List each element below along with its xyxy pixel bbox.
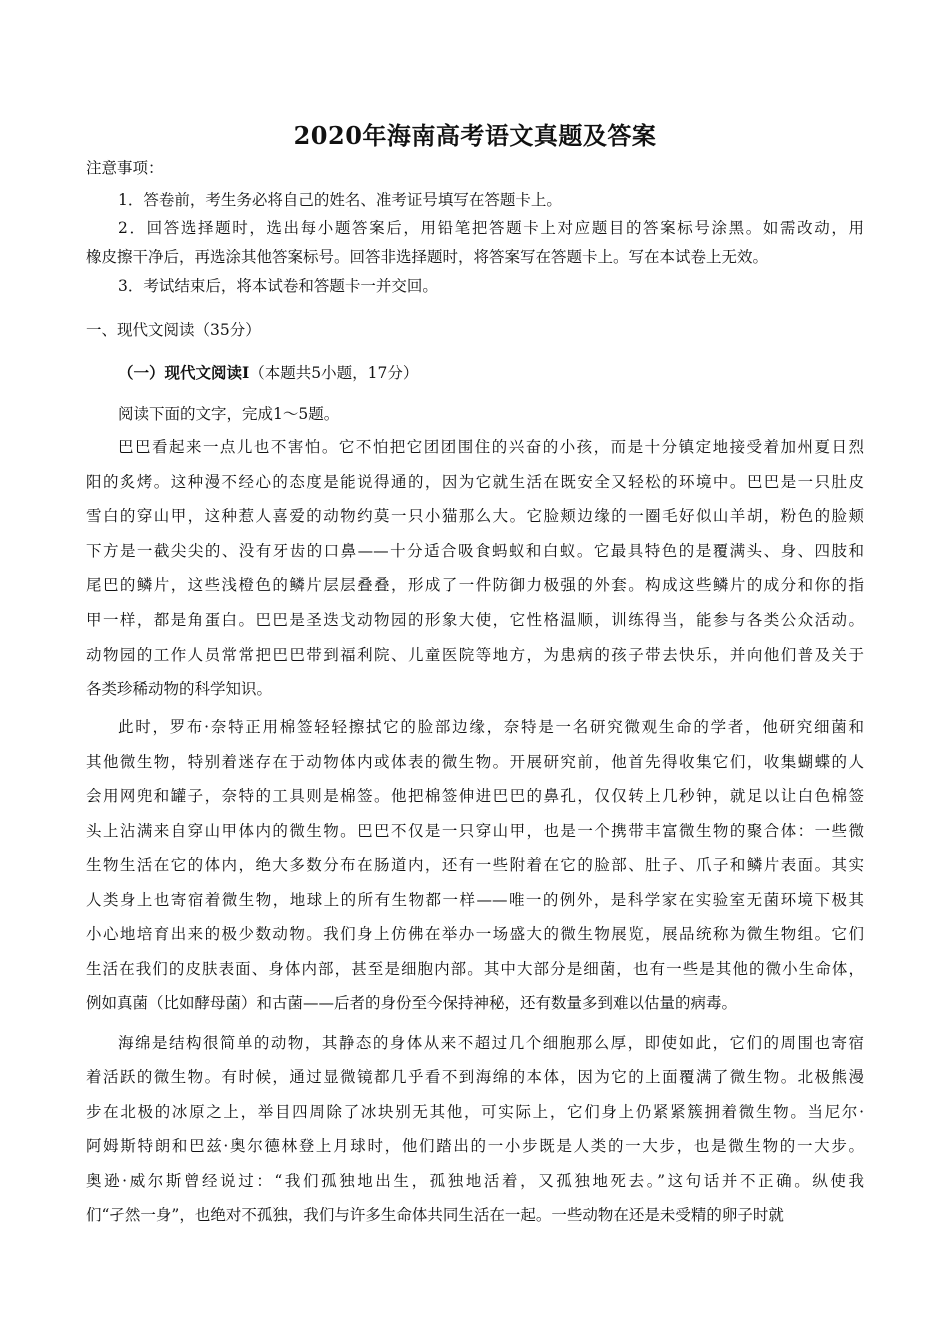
para3-line-1: 海绵是结构很简单的动物，其静态的身体从来不超过几个细胞那么厚，即使如此，它们的周围也寄宿 bbox=[118, 1034, 864, 1052]
notice-item-1: 1．答卷前，考生务必将自己的姓名、准考证号填写在答题卡上。 bbox=[118, 191, 562, 209]
para2-line-2: 其他微生物，特别着迷存在于动物体内或体表的微生物。开展研究前，他首先得收集它们，收集蝴蝶的人 bbox=[86, 752, 864, 771]
para1-line-5: 尾巴的鳞片，这些浅橙色的鳞片层层叠叠，形成了一件防御力极强的外套。构成这些鳞片的成分和你的指 bbox=[86, 576, 864, 595]
notice-item-2-line-2: 橡皮擦干净后，再选涂其他答案标号。回答非选择题时，将答案写在答题卡上。写在本试卷上无效。 bbox=[86, 248, 769, 266]
para2-line-7: 小心地培育出来的极少数动物。我们身上仿佛在举办一场盛大的微生物展览，展品统称为微生物组。它们 bbox=[86, 925, 864, 943]
subsection-heading bbox=[118, 363, 864, 383]
para2-line-3: 会用网兜和罐子，奈特的工具则是棉签。他把棉签伸进巴巴的鼻孔，仅仅转上几秒钟，就足以让白色棉签 bbox=[86, 787, 864, 805]
page-title: 2020年海南高考语文真题及答案 bbox=[293, 121, 657, 150]
para1-line-4: 下方是一截尖尖的、没有牙齿的口鼻——十分适合吸食蚂蚁和白蚁。它最具特色的是覆满头、身、四肢和 bbox=[86, 541, 864, 560]
para1-line-3: 雪白的穿山甲，这种惹人喜爱的动物约莫一只小猫那么大。它脸颊边缘的一圈毛好似山羊胡，粉色的脸颊 bbox=[86, 507, 864, 526]
para3-line-3: 步在北极的冰原之上，举目四周除了冰块别无其他，可实际上，它们身上仍紧紧簇拥着微生物。当尼尔· bbox=[86, 1102, 864, 1121]
para2-line-5: 生物生活在它的体内，绝大多数分布在肠道内，还有一些附着在它的脸部、肚子、爪子和鳞片表面。其实 bbox=[86, 856, 864, 874]
notice-heading: 注意事项： bbox=[86, 159, 164, 177]
para1-line-8: 各类珍稀动物的科学知识。 bbox=[86, 680, 273, 699]
para3-line-5: 奥逊·威尔斯曾经说过：“我们孤独地出生，孤独地活着，又孤独地死去。”这句话并不正确。纵使我 bbox=[86, 1171, 864, 1190]
para1-line-2: 阳的炙烤。这种漫不经心的态度是能说得通的，因为它就生活在既安全又轻松的环境中。巴巴是一只肚皮 bbox=[86, 472, 864, 491]
para2-line-4: 头上沾满来自穿山甲体内的微生物。巴巴不仅是一只穿山甲，也是一个携带丰富微生物的聚合体：一些微 bbox=[86, 821, 864, 840]
para2-line-8: 生活在我们的皮肤表面、身体内部，甚至是细胞内部。其中大部分是细菌，也有一些是其他的微小生命体， bbox=[86, 959, 864, 978]
para2-line-1: 此时，罗布·奈特正用棉签轻轻擦拭它的脸部边缘，奈特是一名研究微观生命的学者，他研究细菌和 bbox=[118, 718, 864, 736]
para2-line-6: 人类身上也寄宿着微生物，地球上的所有生物都一样——唯一的例外，是科学家在实验室无菌环境下极其 bbox=[86, 890, 864, 909]
para1-line-7: 动物园的工作人员常常把巴巴带到福利院、儿童医院等地方，为患病的孩子带去快乐，并向他们普及关于 bbox=[86, 645, 864, 664]
notice-item-2-line-1: 2．回答选择题时，选出每小题答案后，用铅笔把答题卡上对应题目的答案标号涂黑。如需改动，用 bbox=[118, 219, 864, 237]
para1-line-1: 巴巴看起来一点儿也不害怕。它不怕把它团团围住的兴奋的小孩，而是十分镇定地接受着加州夏日烈 bbox=[118, 438, 864, 456]
subsection-heading-bold: （一）现代文阅读Ⅰ bbox=[118, 363, 250, 382]
para3-line-2: 着活跃的微生物。有时候，通过显微镜都几乎看不到海绵的本体，因为它的上面覆满了微生物。北极熊漫 bbox=[86, 1068, 864, 1087]
notice-item-3: 3．考试结束后，将本试卷和答题卡一并交回。 bbox=[118, 277, 438, 295]
subsection-heading-detail: （本题共5小题，17分） bbox=[249, 364, 419, 382]
para2-line-9: 例如真菌（比如酵母菌）和古菌——后者的身份至今保持神秘，还有数量多到难以估量的病毒。 bbox=[86, 994, 738, 1012]
para3-line-6: 们“孑然一身”，也绝对不孤独，我们与许多生命体共同生活在一起。一些动物在还是未受精的卵子时就 bbox=[86, 1206, 784, 1224]
para1-line-6: 甲一样，都是角蛋白。巴巴是圣迭戈动物园的形象大使，它性格温顺，训练得当，能参与各类公众活动。 bbox=[86, 611, 864, 629]
para3-line-4: 阿姆斯特朗和巴兹·奥尔德林登上月球时，他们踏出的一小步既是人类的一大步，也是微生物的一大步。 bbox=[86, 1137, 864, 1156]
section-heading: 一、现代文阅读（35分） bbox=[86, 321, 261, 339]
reading-instruction: 阅读下面的文字，完成1～5题。 bbox=[118, 405, 340, 423]
